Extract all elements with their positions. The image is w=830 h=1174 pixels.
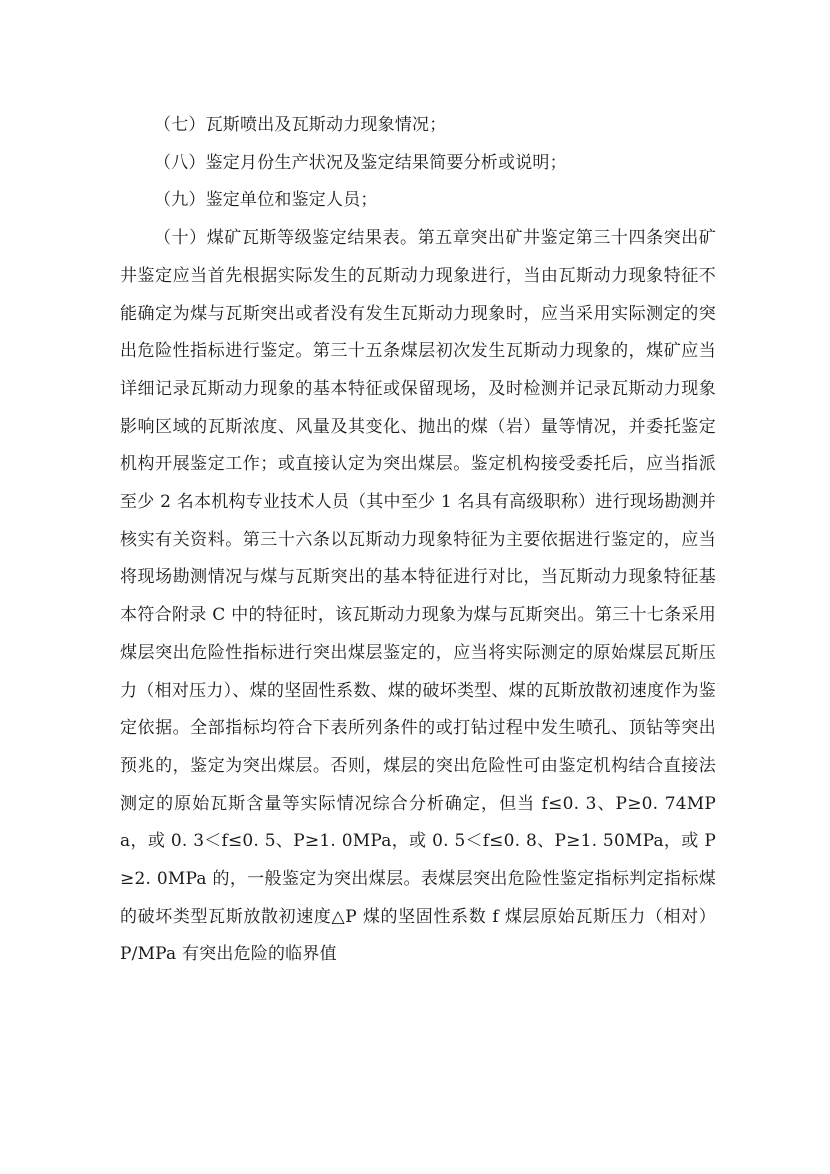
paragraph-ten: （十）煤矿瓦斯等级鉴定结果表。第五章突出矿井鉴定第三十四条突出矿井鉴定应当首先根据实际发生的瓦斯动力现象进行，当由瓦斯动力现象特征不能确定为煤与瓦斯突出或者没有发生瓦斯动力现象时，应当采用实际测定的突出危险性指标进行鉴定。第三十五条煤层初次发生瓦斯动力现象的，煤矿应当详细记录瓦斯动力现象的基本特征或保留现场，及时检测并记录瓦斯动力现象影响区域的瓦斯浓度、风量及其变化、抛出的煤（岩）量等情况，并委托鉴定机构开展鉴定工作；或直接认定为突出煤层。鉴定机构接受委托后，应当指派至少 2 名本机构专业技术人员（其中至少 1 名具有高级职称）进行现场勘测并核实有关资料。第三十六条以瓦斯动力现象特征为主要依据进行鉴定的，应当将现场勘测情况与煤与瓦斯突出的基本特征进行对比，当瓦斯动力现象特征基本符合附录 C 中的特征时，该瓦斯动力现象为煤与瓦斯突出。第三十七条采用煤层突出危险性指标进行突出煤层鉴定的，应当将实际测定的原始煤层瓦斯压力（相对压力）、煤的坚固性系数、煤的破坏类型、煤的瓦斯放散初速度作为鉴定依据。全部指标均符合下表所列条件的或打钻过程中发生喷孔、顶钻等突出预兆的，鉴定为突出煤层。否则，煤层的突出危险性可由鉴定机构结合直接法测定的原始瓦斯含量等实际情况综合分析确定，但当 f≤0. 3、P≥0. 74MPa，或 0. 3＜f≤0. 5、P≥1. 0MPa，或 0. 5＜f≤0. 8、P≥1. 50MPa，或 P≥2. 0MPa 的，一般鉴定为突出煤层。表煤层突出危险性鉴定指标判定指标煤的破坏类型瓦斯放散初速度△P 煤的坚固性系数 f 煤层原始瓦斯压力（相对）P/MPa 有突出危险的临界值 — [120, 228, 716, 965]
document-body — [120, 107, 716, 974]
paragraph-nine: （九）鉴定单位和鉴定人员； — [154, 190, 378, 211]
paragraph-seven: （七）瓦斯喷出及瓦斯动力现象情况； — [154, 115, 447, 135]
paragraph-eight: （八）鉴定月份生产状况及鉴定结果简要分析或说明； — [154, 152, 567, 173]
